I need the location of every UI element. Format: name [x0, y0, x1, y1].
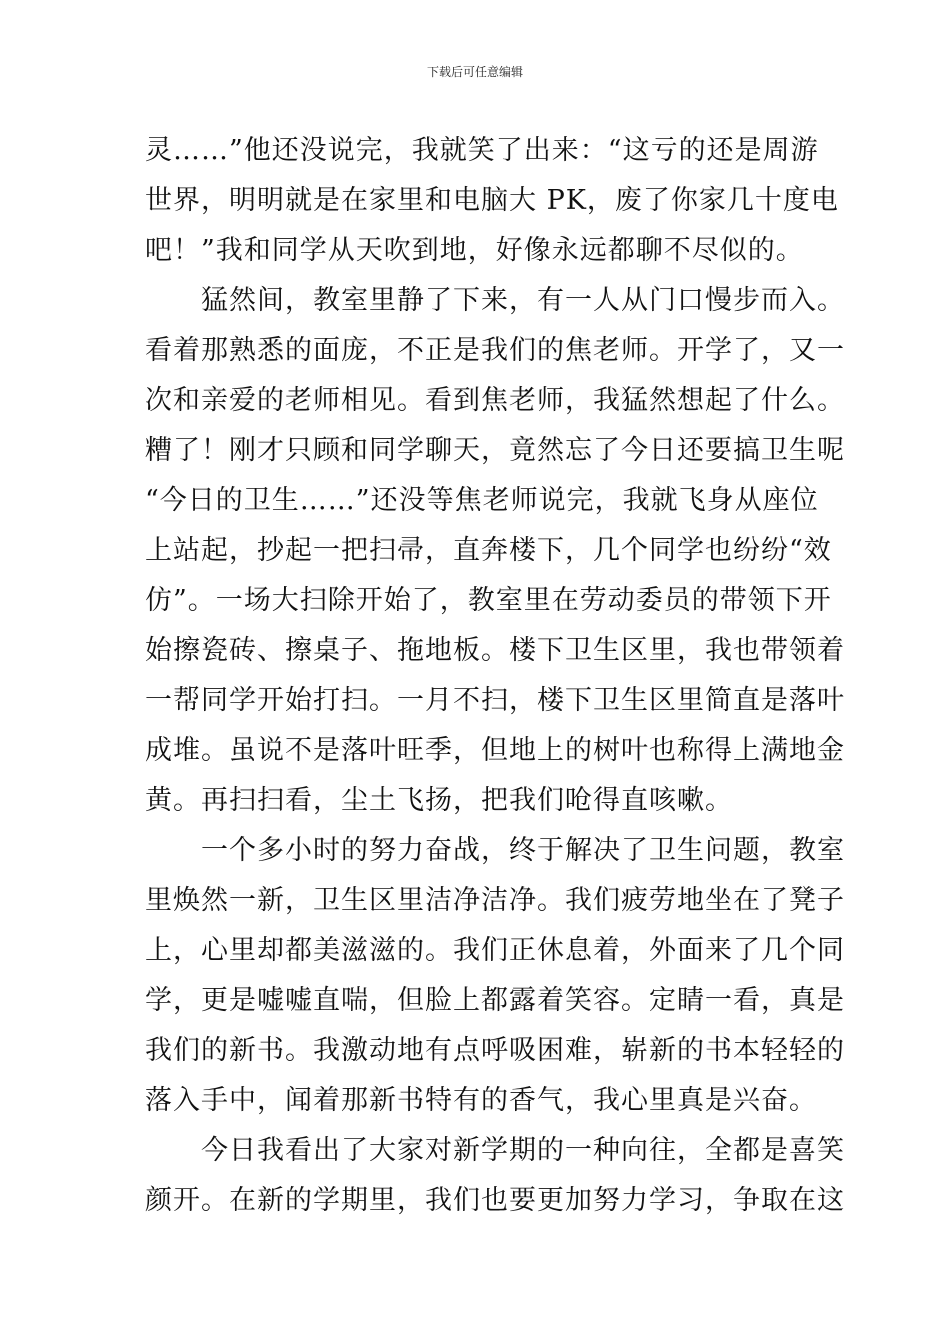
text-line: 世界，明明就是在家里和电脑大 PK，废了你家几十度电 [145, 185, 839, 216]
text-line: 里焕然一新，卫生区里洁净洁净。我们疲劳地坐在了凳子 [145, 885, 845, 916]
text-line: 猛然间，教室里静了下来，有一人从门口慢步而入。 [145, 285, 845, 316]
page-header: 下载后可任意编辑 [426, 65, 523, 79]
text-line: 今日我看出了大家对新学期的一种向往，全都是喜笑 [145, 1135, 845, 1166]
text-line: 黄。再扫扫看，尘土飞扬，把我们呛得直咳嗽。 [145, 785, 733, 816]
text-line: 颜开。在新的学期里，我们也要更加努力学习，争取在这 [145, 1185, 845, 1216]
text-line: 成堆。虽说不是落叶旺季，但地上的树叶也称得上满地金 [145, 735, 845, 766]
text-line: 上站起，抄起一把扫帚，直奔楼下，几个同学也纷纷“效 [145, 535, 832, 566]
text-line: 糟了！刚才只顾和同学聊天，竟然忘了今日还要搞卫生呢 [145, 435, 845, 466]
text-line: 仿”。一场大扫除开始了，教室里在劳动委员的带领下开 [145, 585, 832, 616]
document-body [145, 126, 845, 1226]
text-line: 学，更是嘘嘘直喘，但脸上都露着笑容。定睛一看，真是 [145, 985, 845, 1016]
text-line: 上，心里却都美滋滋的。我们正休息着，外面来了几个同 [145, 935, 845, 966]
text-line: 一个多小时的努力奋战，终于解决了卫生问题，教室 [145, 835, 845, 866]
text-line: 次和亲爱的老师相见。看到焦老师，我猛然想起了什么。 [145, 385, 845, 416]
text-line: 一帮同学开始打扫。一月不扫，楼下卫生区里简直是落叶 [145, 685, 845, 716]
text-line: 看着那熟悉的面庞，不正是我们的焦老师。开学了，又一 [145, 335, 845, 366]
text-line: 我们的新书。我激动地有点呼吸困难，崭新的书本轻轻的 [145, 1035, 845, 1066]
text-line: 落入手中，闻着那新书特有的香气，我心里真是兴奋。 [145, 1085, 817, 1116]
text-line: 始擦瓷砖、擦桌子、拖地板。楼下卫生区里，我也带领着 [145, 635, 845, 666]
text-line: “今日的卫生……”还没等焦老师说完，我就飞身从座位 [145, 485, 819, 516]
text-line: 吧！”我和同学从天吹到地，好像永远都聊不尽似的。 [145, 235, 804, 266]
text-line: 灵……”他还没说完，我就笑了出来：“这亏的还是周游 [145, 135, 819, 166]
